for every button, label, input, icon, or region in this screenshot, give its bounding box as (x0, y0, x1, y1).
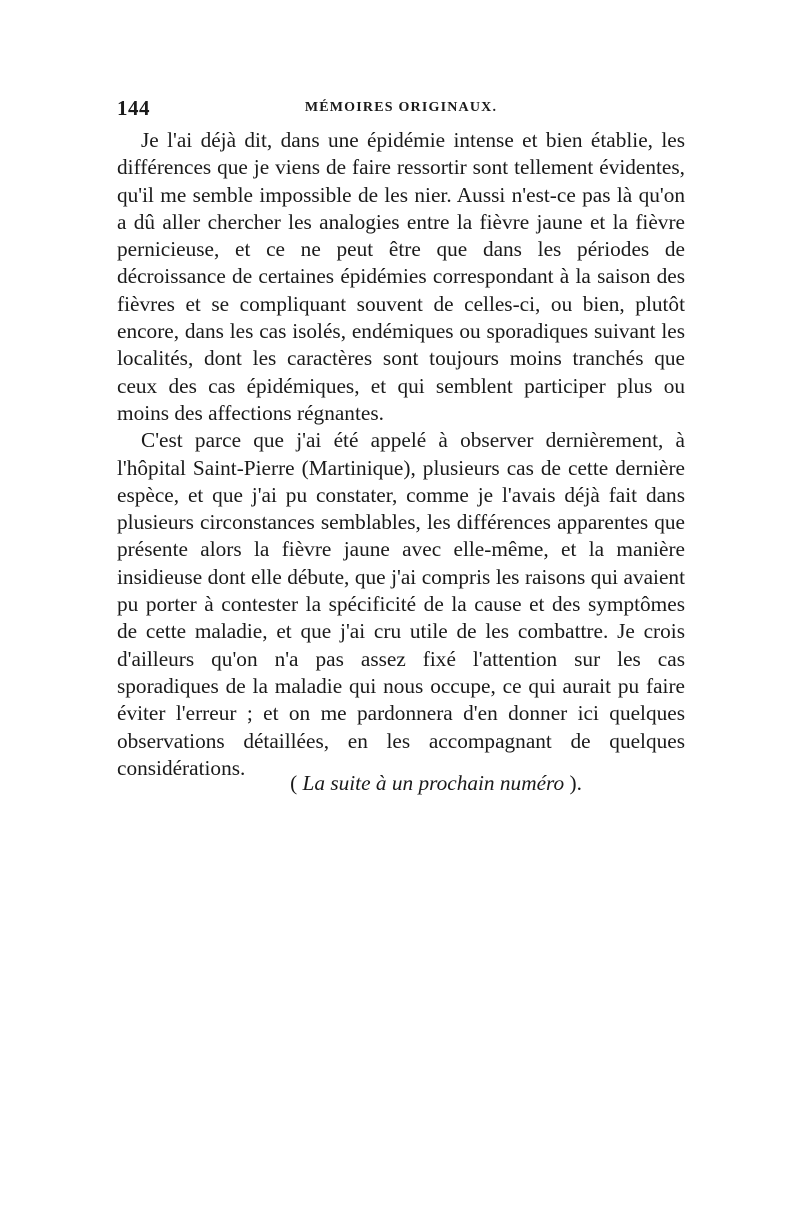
paragraph: C'est parce que j'ai été appelé à observer dernièrement, à l'hôpital Saint-Pierre (Martinique), plusieurs cas de cette dernière espèce, et que j'ai pu constater, comme je l'avais déjà fait dans plusieurs circonstances semblables, les différences apparentes que présente alors la fièvre jaune avec elle-même, et la manière insidieuse dont elle débute, que j'ai compris les raisons qui avaient pu porter à contester la spécificité de la cause et des symptômes de cette maladie, et que j'ai cru utile de les combattre. Je crois d'ailleurs qu'on n'a pas assez fixé l'attention sur les cas sporadiques de la maladie qui nous occupe, ce qui aurait pu faire éviter l'erreur ; et on me pardonnera d'en donner ici quelques observations détaillées, en les accompagnant de quelques considérations. (117, 428, 685, 780)
body-text (117, 127, 685, 782)
continuation-open-paren: ( (290, 771, 303, 795)
page-number: 144 (117, 96, 150, 120)
continuation-close-paren: ). (564, 771, 582, 795)
continuation-text: La suite à un prochain numéro (302, 771, 565, 795)
paragraph: Je l'ai déjà dit, dans une épidémie intense et bien établie, les différences que je viens de faire ressortir sont tellement évidentes, qu'il me semble impossible de les nier. Aussi n'est-ce pas là qu'on a dû aller chercher les analogies entre la fièvre jaune et la fièvre pernicieuse, et ce ne peut être que dans les périodes de décroissance de certaines épidémies correspondant à la saison des fièvres et se compliquant souvent de celles-ci, ou bien, plutôt encore, dans les cas isolés, endémiques ou sporadiques suivant les localités, dont les caractères sont toujours moins tranchés que ceux des cas épidémiques, et qui semblent participer plus ou moins des affections régnantes. (117, 128, 685, 425)
running-header (117, 96, 685, 126)
continuation-note (117, 770, 685, 797)
running-title: MÉMOIRES ORIGINAUX. (304, 100, 498, 115)
